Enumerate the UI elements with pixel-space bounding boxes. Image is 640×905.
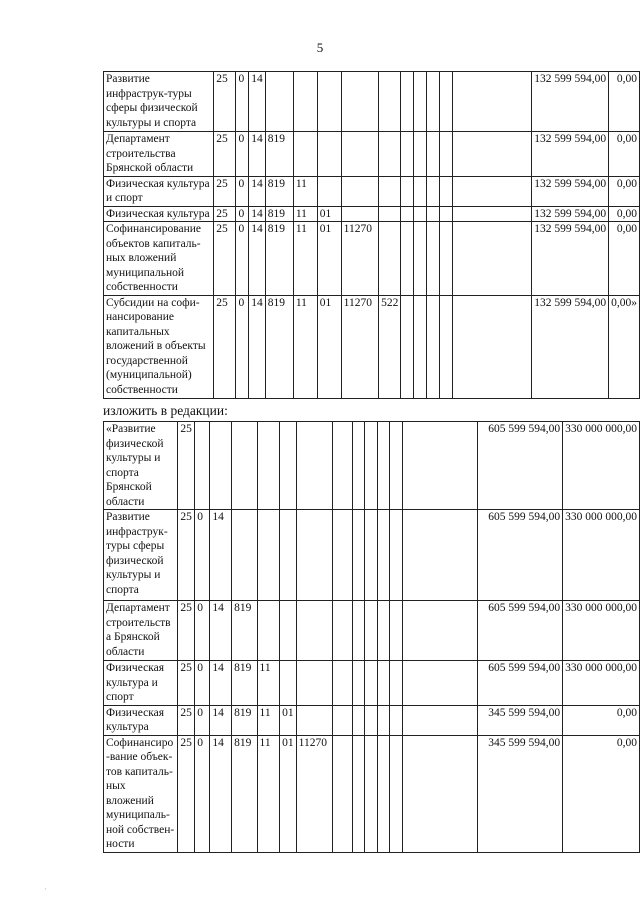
code-cell: 11: [257, 735, 280, 852]
code-cell: 0: [236, 72, 249, 132]
empty-cell: [439, 295, 452, 398]
empty-cell: [390, 422, 402, 510]
row-name-cell: Физическая культура и спорт: [104, 661, 178, 706]
amount-cell: 605 599 594,00: [477, 510, 562, 601]
amount-cell: 345 599 594,00: [477, 735, 562, 852]
code-cell: 819: [232, 661, 257, 706]
table-row: [104, 735, 640, 852]
code-cell: 11: [293, 176, 317, 206]
empty-cell: [365, 735, 377, 852]
empty-cell: [365, 510, 377, 601]
row-name-cell: Департамент строительства Брянской области: [104, 132, 214, 177]
code-cell: 0: [236, 132, 249, 177]
code-cell: 0: [236, 176, 249, 206]
code-cell: 11270: [341, 222, 378, 296]
amount-cell: 345 599 594,00: [477, 705, 562, 735]
empty-cell: [390, 601, 402, 661]
code-cell: 0: [236, 222, 249, 296]
amount-cell: 0,00: [563, 735, 640, 852]
code-cell: [379, 176, 401, 206]
code-cell: [280, 661, 297, 706]
empty-cell: [427, 295, 440, 398]
table-row: [104, 661, 640, 706]
code-cell: 11: [257, 661, 280, 706]
row-name-cell: Софинансиро-вание объек-тов капиталь-ных вложений муниципаль-ной собствен-ности: [104, 735, 178, 852]
code-cell: 0: [236, 206, 249, 222]
amount-cell: 330 000 000,00: [563, 510, 640, 601]
row-name-cell: Физическая культура: [104, 206, 214, 222]
code-cell: [296, 422, 332, 510]
scan-mark: ·: [44, 885, 47, 894]
empty-cell: [452, 176, 531, 206]
amount-cell: 0,00: [563, 705, 640, 735]
empty-cell: [414, 206, 427, 222]
code-cell: 25: [178, 661, 195, 706]
code-cell: 819: [232, 601, 257, 661]
empty-cell: [402, 422, 477, 510]
empty-cell: [452, 132, 531, 177]
empty-cell: [332, 705, 352, 735]
row-name-cell: Софинансирование объектов капиталь-ных вложений муниципальной собственности: [104, 222, 214, 296]
code-cell: [296, 601, 332, 661]
empty-cell: [390, 705, 402, 735]
empty-cell: [332, 510, 352, 601]
code-cell: [232, 422, 257, 510]
code-cell: 819: [265, 176, 293, 206]
code-cell: [341, 176, 378, 206]
empty-cell: [452, 222, 531, 296]
code-cell: [293, 72, 317, 132]
amount-cell: 132 599 594,00: [532, 132, 609, 177]
code-cell: 0: [195, 735, 210, 852]
code-cell: [265, 72, 293, 132]
code-cell: 11: [293, 222, 317, 296]
amount-cell: 0,00: [609, 176, 640, 206]
empty-cell: [365, 601, 377, 661]
code-cell: 25: [178, 601, 195, 661]
code-cell: [379, 72, 401, 132]
code-cell: 14: [249, 206, 266, 222]
code-cell: 819: [265, 295, 293, 398]
empty-cell: [377, 422, 389, 510]
empty-cell: [402, 661, 477, 706]
row-name-cell: Физическая культура: [104, 705, 178, 735]
table-row: [104, 705, 640, 735]
amount-cell: 330 000 000,00: [563, 422, 640, 510]
code-cell: [257, 601, 280, 661]
code-cell: [210, 422, 232, 510]
code-cell: 0: [195, 705, 210, 735]
code-cell: 25: [178, 705, 195, 735]
code-cell: [317, 176, 341, 206]
amount-cell: 132 599 594,00: [532, 295, 609, 398]
amount-cell: 0,00: [609, 132, 640, 177]
amount-cell: 0,00: [609, 206, 640, 222]
empty-cell: [401, 132, 414, 177]
code-cell: [257, 422, 280, 510]
empty-cell: [452, 72, 531, 132]
empty-cell: [377, 661, 389, 706]
amount-cell: 0,00: [609, 222, 640, 296]
row-name-cell: Развитие инфраструк-туры сферы физической культуры и спорта: [104, 510, 178, 601]
row-name-cell: Департамент строительства Брянской области: [104, 601, 178, 661]
empty-cell: [377, 510, 389, 601]
code-cell: [296, 705, 332, 735]
empty-cell: [401, 206, 414, 222]
code-cell: 819: [232, 735, 257, 852]
amount-cell: 0,00»: [609, 295, 640, 398]
code-cell: [280, 510, 297, 601]
empty-cell: [365, 705, 377, 735]
code-cell: 11270: [341, 295, 378, 398]
code-cell: 0: [195, 661, 210, 706]
empty-cell: [377, 705, 389, 735]
code-cell: 14: [249, 222, 266, 296]
row-name-cell: «Развитие физической культуры и спорта Брянской области: [104, 422, 178, 510]
empty-cell: [439, 206, 452, 222]
amount-cell: 330 000 000,00: [563, 601, 640, 661]
amount-cell: 330 000 000,00: [563, 661, 640, 706]
empty-cell: [427, 132, 440, 177]
row-name-cell: Физическая культура и спорт: [104, 176, 214, 206]
table-row: [104, 601, 640, 661]
code-cell: 14: [210, 601, 232, 661]
code-cell: 01: [317, 222, 341, 296]
amount-cell: 132 599 594,00: [532, 176, 609, 206]
code-cell: 01: [280, 705, 297, 735]
page-number: 5: [316, 40, 324, 55]
table-row: [104, 206, 640, 222]
row-name-cell: Развитие инфраструк-туры сферы физической культуры и спорта: [104, 72, 214, 132]
empty-cell: [352, 422, 364, 510]
amount-cell: 132 599 594,00: [532, 72, 609, 132]
code-cell: 14: [210, 705, 232, 735]
empty-cell: [390, 510, 402, 601]
empty-cell: [401, 176, 414, 206]
code-cell: 25: [178, 735, 195, 852]
empty-cell: [377, 601, 389, 661]
empty-cell: [352, 510, 364, 601]
code-cell: 25: [178, 510, 195, 601]
code-cell: [379, 222, 401, 296]
empty-cell: [414, 176, 427, 206]
empty-cell: [390, 735, 402, 852]
empty-cell: [439, 132, 452, 177]
code-cell: 14: [210, 661, 232, 706]
code-cell: [296, 661, 332, 706]
empty-cell: [401, 72, 414, 132]
table-row: [104, 72, 640, 132]
empty-cell: [414, 222, 427, 296]
empty-cell: [352, 705, 364, 735]
empty-cell: [427, 72, 440, 132]
code-cell: 25: [214, 72, 236, 132]
empty-cell: [414, 72, 427, 132]
code-cell: [195, 422, 210, 510]
empty-cell: [365, 422, 377, 510]
table-row: [104, 222, 640, 296]
code-cell: 14: [210, 510, 232, 601]
code-cell: 25: [214, 295, 236, 398]
empty-cell: [365, 661, 377, 706]
amount-cell: 132 599 594,00: [532, 222, 609, 296]
amount-cell: 0,00: [609, 72, 640, 132]
empty-cell: [452, 295, 531, 398]
empty-cell: [402, 735, 477, 852]
code-cell: 14: [249, 295, 266, 398]
empty-cell: [439, 176, 452, 206]
code-cell: 0: [195, 601, 210, 661]
code-cell: 25: [214, 176, 236, 206]
empty-cell: [402, 510, 477, 601]
empty-cell: [401, 295, 414, 398]
amount-cell: 605 599 594,00: [477, 661, 562, 706]
code-cell: 819: [232, 705, 257, 735]
code-cell: 819: [265, 206, 293, 222]
empty-cell: [352, 601, 364, 661]
empty-cell: [414, 132, 427, 177]
empty-cell: [377, 735, 389, 852]
amount-cell: 132 599 594,00: [532, 206, 609, 222]
code-cell: 14: [210, 735, 232, 852]
code-cell: [232, 510, 257, 601]
code-cell: 25: [214, 132, 236, 177]
empty-cell: [452, 206, 531, 222]
code-cell: [317, 72, 341, 132]
empty-cell: [332, 661, 352, 706]
code-cell: [280, 422, 297, 510]
table-row: [104, 295, 640, 398]
code-cell: [280, 601, 297, 661]
empty-cell: [332, 735, 352, 852]
amount-cell: 605 599 594,00: [477, 601, 562, 661]
code-cell: 01: [317, 295, 341, 398]
empty-cell: [352, 661, 364, 706]
empty-cell: [332, 422, 352, 510]
code-cell: 0: [236, 295, 249, 398]
code-cell: 11: [293, 206, 317, 222]
code-cell: 0: [195, 510, 210, 601]
amended-budget-table: [103, 421, 640, 853]
code-cell: 01: [317, 206, 341, 222]
code-cell: [317, 132, 341, 177]
code-cell: 11: [293, 295, 317, 398]
empty-cell: [414, 295, 427, 398]
amendment-caption: изложить в редакции:: [103, 403, 228, 418]
code-cell: [293, 132, 317, 177]
empty-cell: [401, 222, 414, 296]
code-cell: [341, 72, 378, 132]
code-cell: 522: [379, 295, 401, 398]
empty-cell: [402, 705, 477, 735]
empty-cell: [390, 661, 402, 706]
code-cell: 14: [249, 72, 266, 132]
code-cell: 25: [178, 422, 195, 510]
code-cell: 14: [249, 132, 266, 177]
table-row: [104, 422, 640, 510]
code-cell: [257, 510, 280, 601]
empty-cell: [439, 72, 452, 132]
code-cell: 11: [257, 705, 280, 735]
table-row: [104, 176, 640, 206]
code-cell: 819: [265, 222, 293, 296]
code-cell: 11270: [296, 735, 332, 852]
empty-cell: [427, 222, 440, 296]
code-cell: 14: [249, 176, 266, 206]
empty-cell: [427, 176, 440, 206]
empty-cell: [332, 601, 352, 661]
amount-cell: 605 599 594,00: [477, 422, 562, 510]
empty-cell: [439, 222, 452, 296]
row-name-cell: Субсидии на софи-нансирование капитальных вложений в объекты государственной (муниципальной) собственности: [104, 295, 214, 398]
code-cell: [296, 510, 332, 601]
code-cell: 25: [214, 206, 236, 222]
empty-cell: [427, 206, 440, 222]
table-row: [104, 132, 640, 177]
code-cell: [379, 206, 401, 222]
code-cell: [379, 132, 401, 177]
code-cell: [341, 132, 378, 177]
empty-cell: [352, 735, 364, 852]
code-cell: [341, 206, 378, 222]
code-cell: 01: [280, 735, 297, 852]
code-cell: 819: [265, 132, 293, 177]
code-cell: 25: [214, 222, 236, 296]
table-row: [104, 510, 640, 601]
empty-cell: [402, 601, 477, 661]
original-budget-table: [103, 71, 640, 399]
